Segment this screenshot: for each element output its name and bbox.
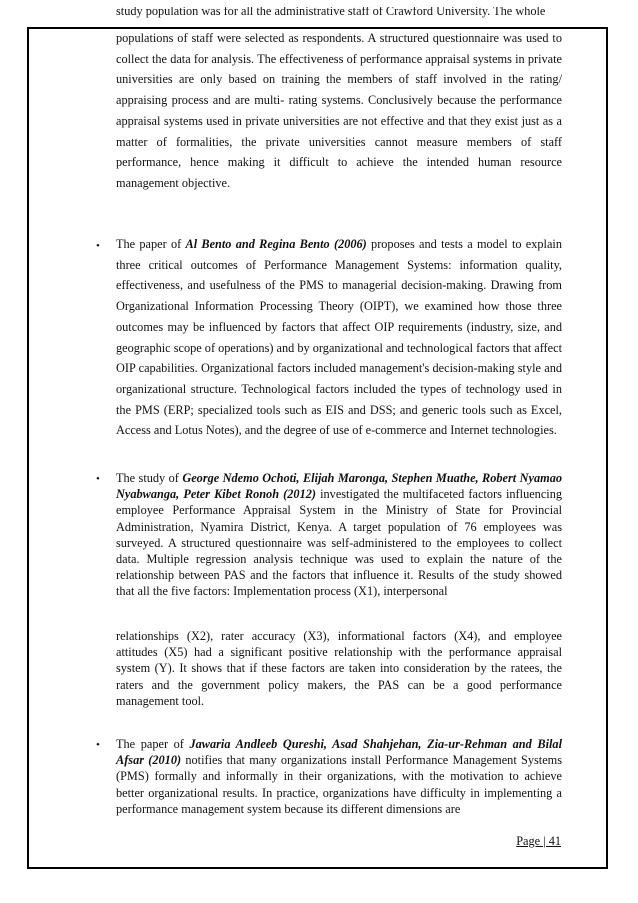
bullet-glyph: • [96,473,100,485]
item-body: notifies that many organizations install Performance Management Systems (PMS) formally and informally in their organizations, with the motivation to achieve better organizational results. In practice, organizations have difficulty in implementing a performance management system because its different dimensions are [116,753,563,816]
item-body: proposes and tests a model to explain three critical outcomes of Performance Management Systems: information quality, effectiveness, and usefulness of the PMS to managerial decision-making. Drawing from Organizational Information Processing Theory (OIPT), we examined how those three outcomes may be influenced by factors that affect OIP requirements (industry, size, and geographic scope of operations) and by organizational and technological factors that affect OIP capabilities. Organizational factors included management's decision-making style and organizational structure. Technological factors included the types of technology used in the PMS (ERP; specialized tools such as EIS and DSS; and generic tools such as Excel, Access and Lotus Notes), and the degree of use of e-commerce and Internet technologies. [116,237,562,438]
bullet-glyph: • [96,739,100,751]
item-lead: The paper of [116,237,186,251]
paragraph-continuation: populations of staff were selected as respondents. A structured questionnaire was used to collect the data for analysis. The effectiveness of performance appraisal systems in private universities are only based on training the members of staff involved in the rating/ appraising process and are multi- rating systems. Conclusively because the performance appraisal systems used in private universities are not effective and that they exist just as a matter of formalities, the private universities cannot measure members of staff performance, hence making it difficult to achieve the intended human resource management objective. [116,31,562,190]
cut-off-top-line: study population was for all the administrative staff of Crawford University. The whole [116,7,546,18]
item-qureshi [116,736,562,817]
item-ochoti [116,470,562,600]
item-authors: George Ndemo Ochoti, Elijah Maronga, Stephen Muathe, Robert Nyamao Nyabwanga, Peter Kibet Ronoh (2012) [116,471,562,502]
item-authors: Al Bento and Regina Bento (2006) [185,237,367,251]
item-authors: Jawaria Andleeb Qureshi, Asad Shahjehan, Zia-ur-Rehman and Bilal Afsar (2010) [116,737,562,768]
item-lead: The paper of [116,737,190,751]
page-number: Page | 41 [516,834,561,848]
item-lead: The study of [116,471,183,485]
item-body: investigated the multifaceted factors influencing employee Performance Appraisal System in the Ministry of State for Provincial Administration, Nyamira District, Kenya. A target population of 76 employees was surveyed. A structured questionnaire was self-administered to the employees to collect data. Multiple regression analysis technique was used to explain the nature of the relationship between PAS and the factors that influence it. Results of the study showed that all the five factors: Implementation process (X1), interpersonal [116,487,562,599]
item-bento [116,234,562,441]
item-ochoti-continuation: relationships (X2), rater accuracy (X3), informational factors (X4), and employee attitudes (X5) had a significant positive relationship with the performance appraisal system (Y). It shows that if these factors are taken into consideration by the ratees, the raters and the government policy makers, the PAS can be a good performance management tool. [116,629,562,708]
bullet-glyph: • [96,240,100,252]
